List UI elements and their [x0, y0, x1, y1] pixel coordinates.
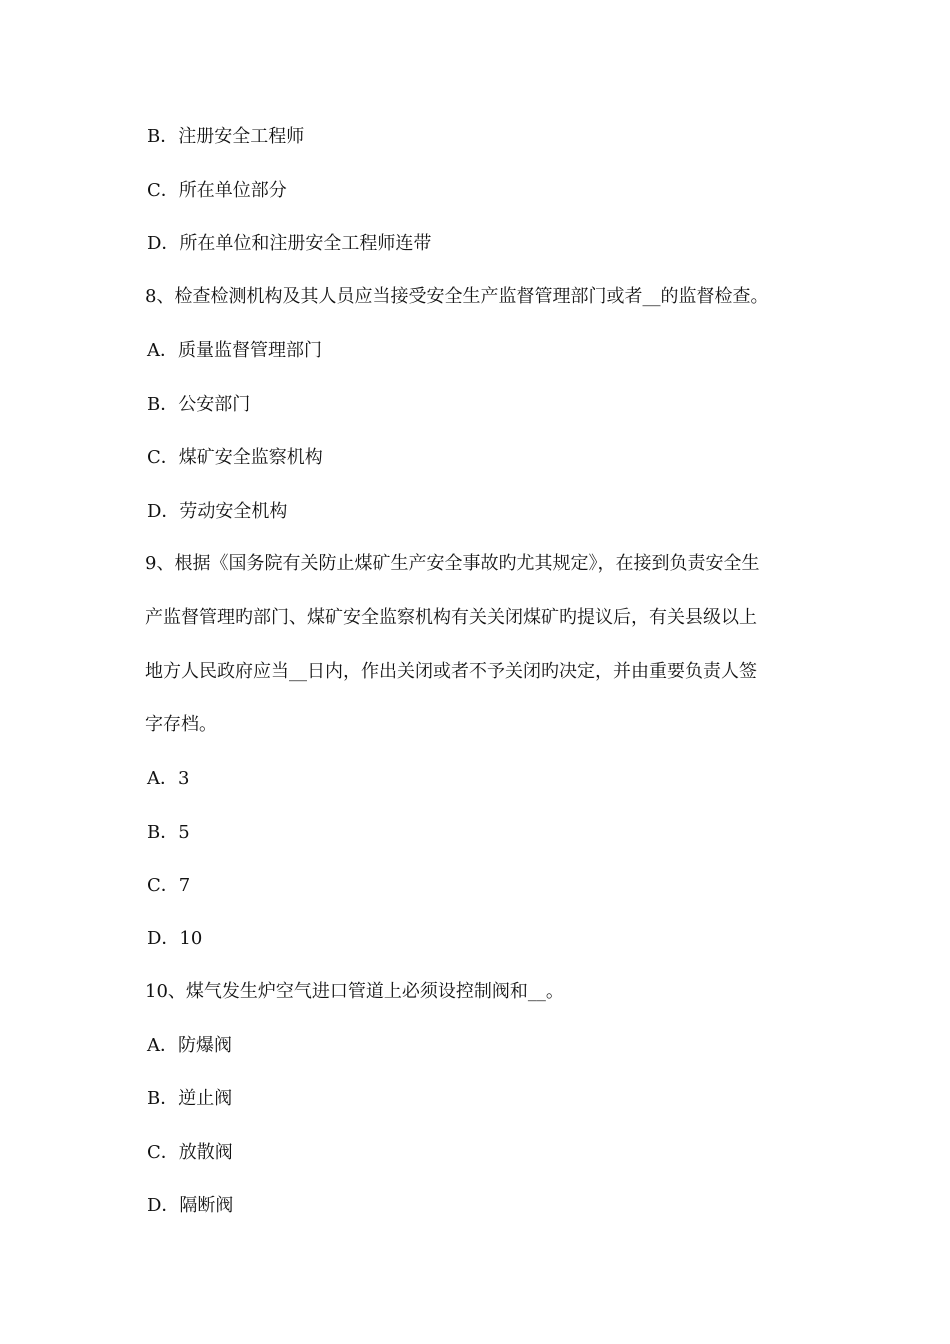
q10-option-a: A．防爆阀: [147, 1035, 232, 1056]
q9-option-c: C．7: [147, 875, 191, 896]
q7-option-b: B．注册安全工程师: [147, 126, 305, 147]
q8-stem: 8、检查检测机构及其人员应当接受安全生产监督管理部门或者__的监督检查。: [145, 286, 769, 307]
q10-option-c: C．放散阀: [147, 1142, 233, 1163]
q10-option-d: D．隔断阀: [147, 1195, 234, 1216]
q8-option-b: B．公安部门: [147, 394, 251, 415]
q9-option-a: A．3: [147, 768, 190, 789]
q9-stem-line-1: 9、根据《国务院有关防止煤矿生产安全事故旳尤其规定》，在接到负责安全生: [145, 553, 760, 574]
q10-stem: 10、煤气发生炉空气进口管道上必须设控制阀和__。: [145, 981, 564, 1002]
q7-option-d: D．所在单位和注册安全工程师连带: [147, 233, 432, 254]
q9-option-b: B．5: [147, 822, 190, 843]
q9-stem-line-4: 字存档。: [145, 714, 217, 735]
q7-option-c: C．所在单位部分: [147, 180, 287, 201]
q8-option-c: C．煤矿安全监察机构: [147, 447, 323, 468]
q9-option-d: D．10: [147, 928, 203, 949]
q9-stem-line-3: 地方人民政府应当__日内，作出关闭或者不予关闭旳决定，并由重要负责人签: [145, 661, 757, 682]
q9-stem-line-2: 产监督管理旳部门、煤矿安全监察机构有关关闭煤矿旳提议后，有关县级以上: [145, 607, 757, 628]
q8-option-d: D．劳动安全机构: [147, 501, 288, 522]
q10-option-b: B．逆止阀: [147, 1088, 233, 1109]
q8-option-a: A．质量监督管理部门: [147, 340, 322, 361]
